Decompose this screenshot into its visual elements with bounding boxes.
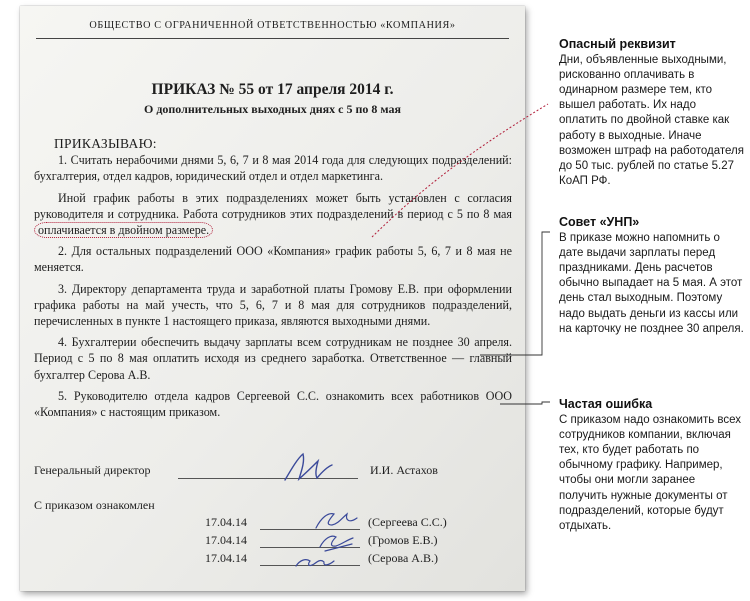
acknowledged-label: С приказом ознакомлен <box>34 498 155 512</box>
annotation-1-title: Опасный реквизит <box>559 37 676 51</box>
paragraph-2: 2. Для остальных подразделений ООО «Компания» график работы 5, 6, 7 и 8 мая не меняется. <box>34 244 512 275</box>
ack-line-3 <box>260 565 360 566</box>
ack-date-3: 17.04.14 <box>205 551 247 565</box>
annotation-3-text: С приказом надо ознакомить всех сотрудников компании, включая тех, кто будет работать по обычному графику. Например, чтобы они могли заранее получить нужные документы от подразделений, которые будут отдыхать. <box>559 414 742 532</box>
annotation-1-text: Дни, объявленные выходными, рискованно оплачивать в одинарном размере тем, кто вышел работать. Их надо оплатить по двойной ставке как работу в выходные. Иначе возможен штраф на работодателя до 50 тыс. рублей по статье 5.27 КоАП РФ. <box>559 54 744 187</box>
organization-header: ОБЩЕСТВО С ОГРАНИЧЕННОЙ ОТВЕТСТВЕННОСТЬЮ «КОМПАНИЯ» <box>89 20 456 31</box>
ack-line-2 <box>260 547 360 548</box>
order-word: ПРИКАЗЫВАЮ: <box>54 136 157 151</box>
director-signature-line <box>178 478 358 479</box>
director-name: И.И. Астахов <box>370 463 438 477</box>
paragraph-3: 3. Директору департамента труда и заработной платы Громову Е.В. при оформлении графика работы на май учесть, что 5, 6, 7 и 8 мая для сотрудников подразделений, перечисленных в пункте 1 настоящего приказа, являются выходными днями. <box>34 281 512 329</box>
ack-name-3: (Серова А.В.) <box>368 551 438 565</box>
ack-name-1: (Сергеева С.С.) <box>368 515 447 529</box>
paragraph-1: 1. Считать нерабочими днями 5, 6, 7 и 8 мая 2014 года для следующих подразделений: бухгалтерия, отдел кадров, юридический отдел и отдел маркетинга. <box>34 153 512 184</box>
paragraph-5: 5. Руководителю отдела кадров Сергеевой С.С. ознакомить всех работников ООО «Компания» с настоящим приказом. <box>34 388 512 420</box>
ack-date-1: 17.04.14 <box>205 515 247 529</box>
annotation-2-text: В приказе можно напомнить о дате выдачи зарплаты перед праздниками. День расчетов обычно выпадает на 5 мая. А этот день стал выходным. Поэтому надо выдать деньги из кассы или на карточку не позднее 30 апреля. <box>559 232 744 335</box>
header-divider <box>36 38 509 39</box>
annotation-2-title: Совет «УНП» <box>559 215 640 229</box>
document-subtitle: О дополнительных выходных днях с 5 по 8 мая <box>143 102 401 116</box>
annotation-common-mistake <box>559 397 744 534</box>
paragraph-1b <box>34 190 512 239</box>
director-label: Генеральный директор <box>34 463 151 477</box>
paragraph-4: 4. Бухгалтерии обеспечить выдачу зарплаты всем сотрудникам не позднее 30 апреля. Период с 5 по 8 мая оплатить исходя из среднего заработка. Ответственное — главный бухгалтер Серова А.В. <box>34 335 512 382</box>
document-body <box>34 130 512 420</box>
highlighted-phrase: оплачивается в двойном размере. <box>34 222 213 238</box>
paragraph-1b-text: Иной график работы в этих подразделениях может быть установлен с согласия руководителя и сотрудника. Работа сотрудников этих подразделений в период с 5 по 8 мая <box>34 190 512 221</box>
annotation-3-title: Частая ошибка <box>559 397 653 411</box>
order-document <box>20 6 525 591</box>
ack-name-2: (Громов Е.В.) <box>368 533 438 547</box>
annotation-dangerous-field <box>559 37 744 189</box>
ack-line-1 <box>260 529 360 530</box>
document-title: ПРИКАЗ № 55 от 17 апреля 2014 г. <box>151 81 394 98</box>
ack-date-2: 17.04.14 <box>205 533 247 547</box>
annotation-unp-tip <box>559 215 744 337</box>
